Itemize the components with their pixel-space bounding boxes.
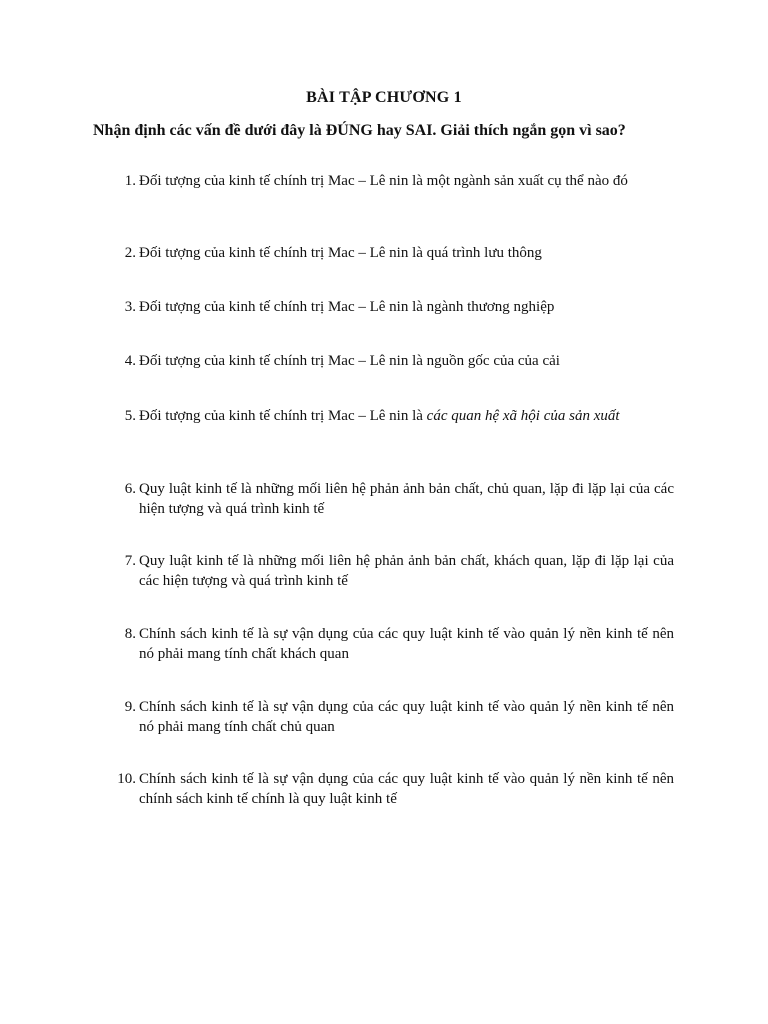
- question-number: 9.: [124, 699, 136, 715]
- question-item: [108, 297, 674, 317]
- question-number: 4.: [124, 353, 136, 369]
- question-text: Chính sách kinh tế là sự vận dụng của các quy luật kinh tế vào quản lý nền kinh tế nên nó phải mang tính chất chủ quan: [139, 699, 674, 735]
- question-text: Đối tượng của kinh tế chính trị Mac – Lê nin là một ngành sản xuất cụ thể nào đó: [139, 173, 628, 189]
- question-text: Chính sách kinh tế là sự vận dụng của các quy luật kinh tế vào quản lý nền kinh tế nên chính sách kinh tế chính là quy luật kinh tế: [139, 771, 674, 807]
- question-number: 8.: [124, 626, 136, 642]
- question-text-italic: các quan hệ xã hội của sản xuất: [426, 408, 620, 424]
- question-number: 2.: [124, 245, 136, 261]
- page-title: BÀI TẬP CHƯƠNG 1: [306, 89, 462, 106]
- question-item: [108, 351, 674, 371]
- question-item: [108, 243, 674, 263]
- question-text-plain: Đối tượng của kinh tế chính trị Mac – Lê nin là: [139, 408, 427, 424]
- question-text: Quy luật kinh tế là những mối liên hệ phản ảnh bản chất, khách quan, lặp đi lặp lại của các hiện tượng và quá trình kinh tế: [139, 553, 674, 589]
- question-item: [108, 479, 674, 519]
- question-text: Chính sách kinh tế là sự vận dụng của các quy luật kinh tế vào quản lý nền kinh tế nên nó phải mang tính chất khách quan: [139, 626, 674, 662]
- question-item: [108, 406, 674, 426]
- question-item: [108, 697, 674, 737]
- instruction-text: Nhận định các vấn đề dưới đây là ĐÚNG hay SAI. Giải thích ngắn gọn vì sao?: [93, 122, 626, 139]
- question-text: Quy luật kinh tế là những mối liên hệ phản ảnh bản chất, chủ quan, lặp đi lặp lại của các hiện tượng và quá trình kinh tế: [139, 481, 674, 517]
- question-number: 7.: [124, 553, 136, 569]
- question-number: 6.: [124, 481, 136, 497]
- question-text: Đối tượng của kinh tế chính trị Mac – Lê nin là quá trình lưu thông: [139, 245, 542, 261]
- question-number: 10.: [117, 771, 136, 787]
- question-number: 5.: [124, 408, 136, 424]
- question-item: [108, 551, 674, 591]
- question-text: Đối tượng của kinh tế chính trị Mac – Lê nin là ngành thương nghiệp: [139, 299, 555, 315]
- question-text: [139, 406, 674, 426]
- question-number: 3.: [124, 299, 136, 315]
- question-item: [108, 769, 674, 809]
- question-item: [108, 624, 674, 664]
- question-item: [108, 171, 674, 191]
- question-number: 1.: [124, 173, 136, 189]
- question-text: Đối tượng của kinh tế chính trị Mac – Lê nin là nguồn gốc của của cải: [139, 353, 560, 369]
